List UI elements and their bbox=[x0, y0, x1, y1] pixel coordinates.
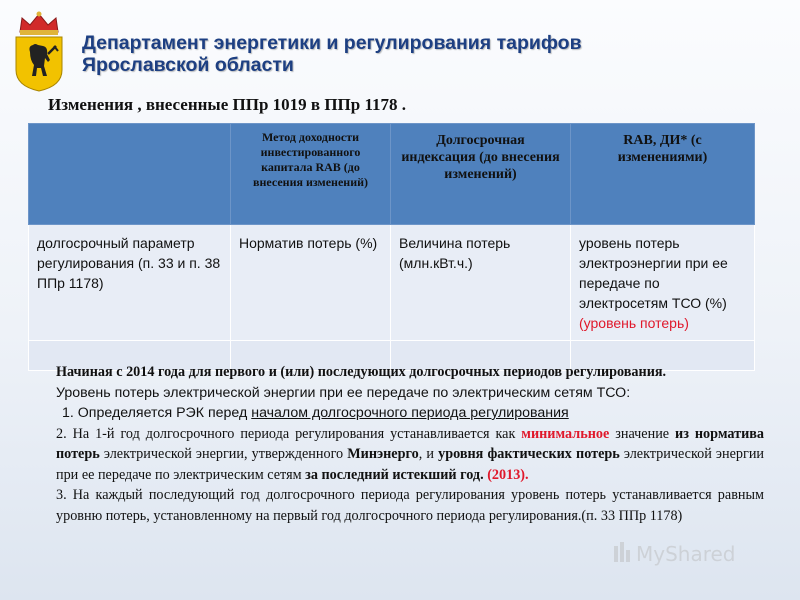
note-paragraph-4: 2. На 1-й год долгосрочного периода регулирования устанавливается как минимальное значение из норматива потерь электрической энергии, утвержденного Минэнерго, и уровня фактических потерь электрической энергии при ее передаче по электрическим сетям за последний истекший год. (2013). bbox=[56, 425, 765, 483]
page-title-line2: Ярославской области bbox=[82, 54, 294, 76]
table-cell-rab-di bbox=[571, 225, 755, 341]
table-cell-parameter: долгосрочный параметр регулирования (п. 33 и п. 38 ППр 1178) bbox=[29, 225, 231, 341]
coat-of-arms-icon bbox=[10, 10, 68, 92]
table-cell-rab: Норматив потерь (%) bbox=[231, 225, 391, 341]
note-paragraph-1: Начиная с 2014 года для первого и (или) последующих долгосрочных периодов регулирования. bbox=[56, 364, 667, 380]
svg-text:MyShared: MyShared bbox=[636, 542, 736, 566]
table-header-empty bbox=[29, 124, 231, 225]
note-paragraph-3: 1. Определяется РЭК перед началом долгосрочного периода регулирования bbox=[62, 405, 569, 421]
table-cell-rab-di-text: уровень потерь электроэнергии при ее передаче по электросетям ТСО (%) bbox=[579, 235, 728, 311]
comparison-table bbox=[28, 123, 755, 371]
table-cell-indexation: Величина потерь (млн.кВт.ч.) bbox=[391, 225, 571, 341]
explanation-text bbox=[56, 362, 764, 526]
table-header-indexation: Долгосрочная индексация (до внесения изменений) bbox=[391, 124, 571, 225]
table-header-row bbox=[29, 124, 755, 225]
table-cell-rab-di-note: (уровень потерь) bbox=[579, 315, 689, 331]
slide-subtitle: Изменения , внесенные ППр 1019 в ППр 1178 . bbox=[48, 95, 407, 114]
table-row bbox=[29, 225, 755, 341]
note-paragraph-2: Уровень потерь электрической энергии при ее передаче по электрическим сетям ТСО: bbox=[56, 384, 631, 401]
note-paragraph-5: 3. На каждый последующий год долгосрочного периода регулирования уровень потерь устанавливается равным уровню потерь, установленному на первый год долгосрочного периода регулирования.(п. 33 ППр 1178) bbox=[56, 487, 764, 524]
page-title bbox=[82, 32, 782, 76]
table-header-rab-di: RAB, ДИ* (с изменениями) bbox=[571, 124, 755, 225]
watermark-logo-icon bbox=[612, 538, 772, 568]
page-title-line1: Департамент энергетики и регулирования тарифов bbox=[82, 32, 582, 54]
table-header-rab: Метод доходности инвестированного капитала RAB (до внесения изменений) bbox=[231, 124, 391, 225]
